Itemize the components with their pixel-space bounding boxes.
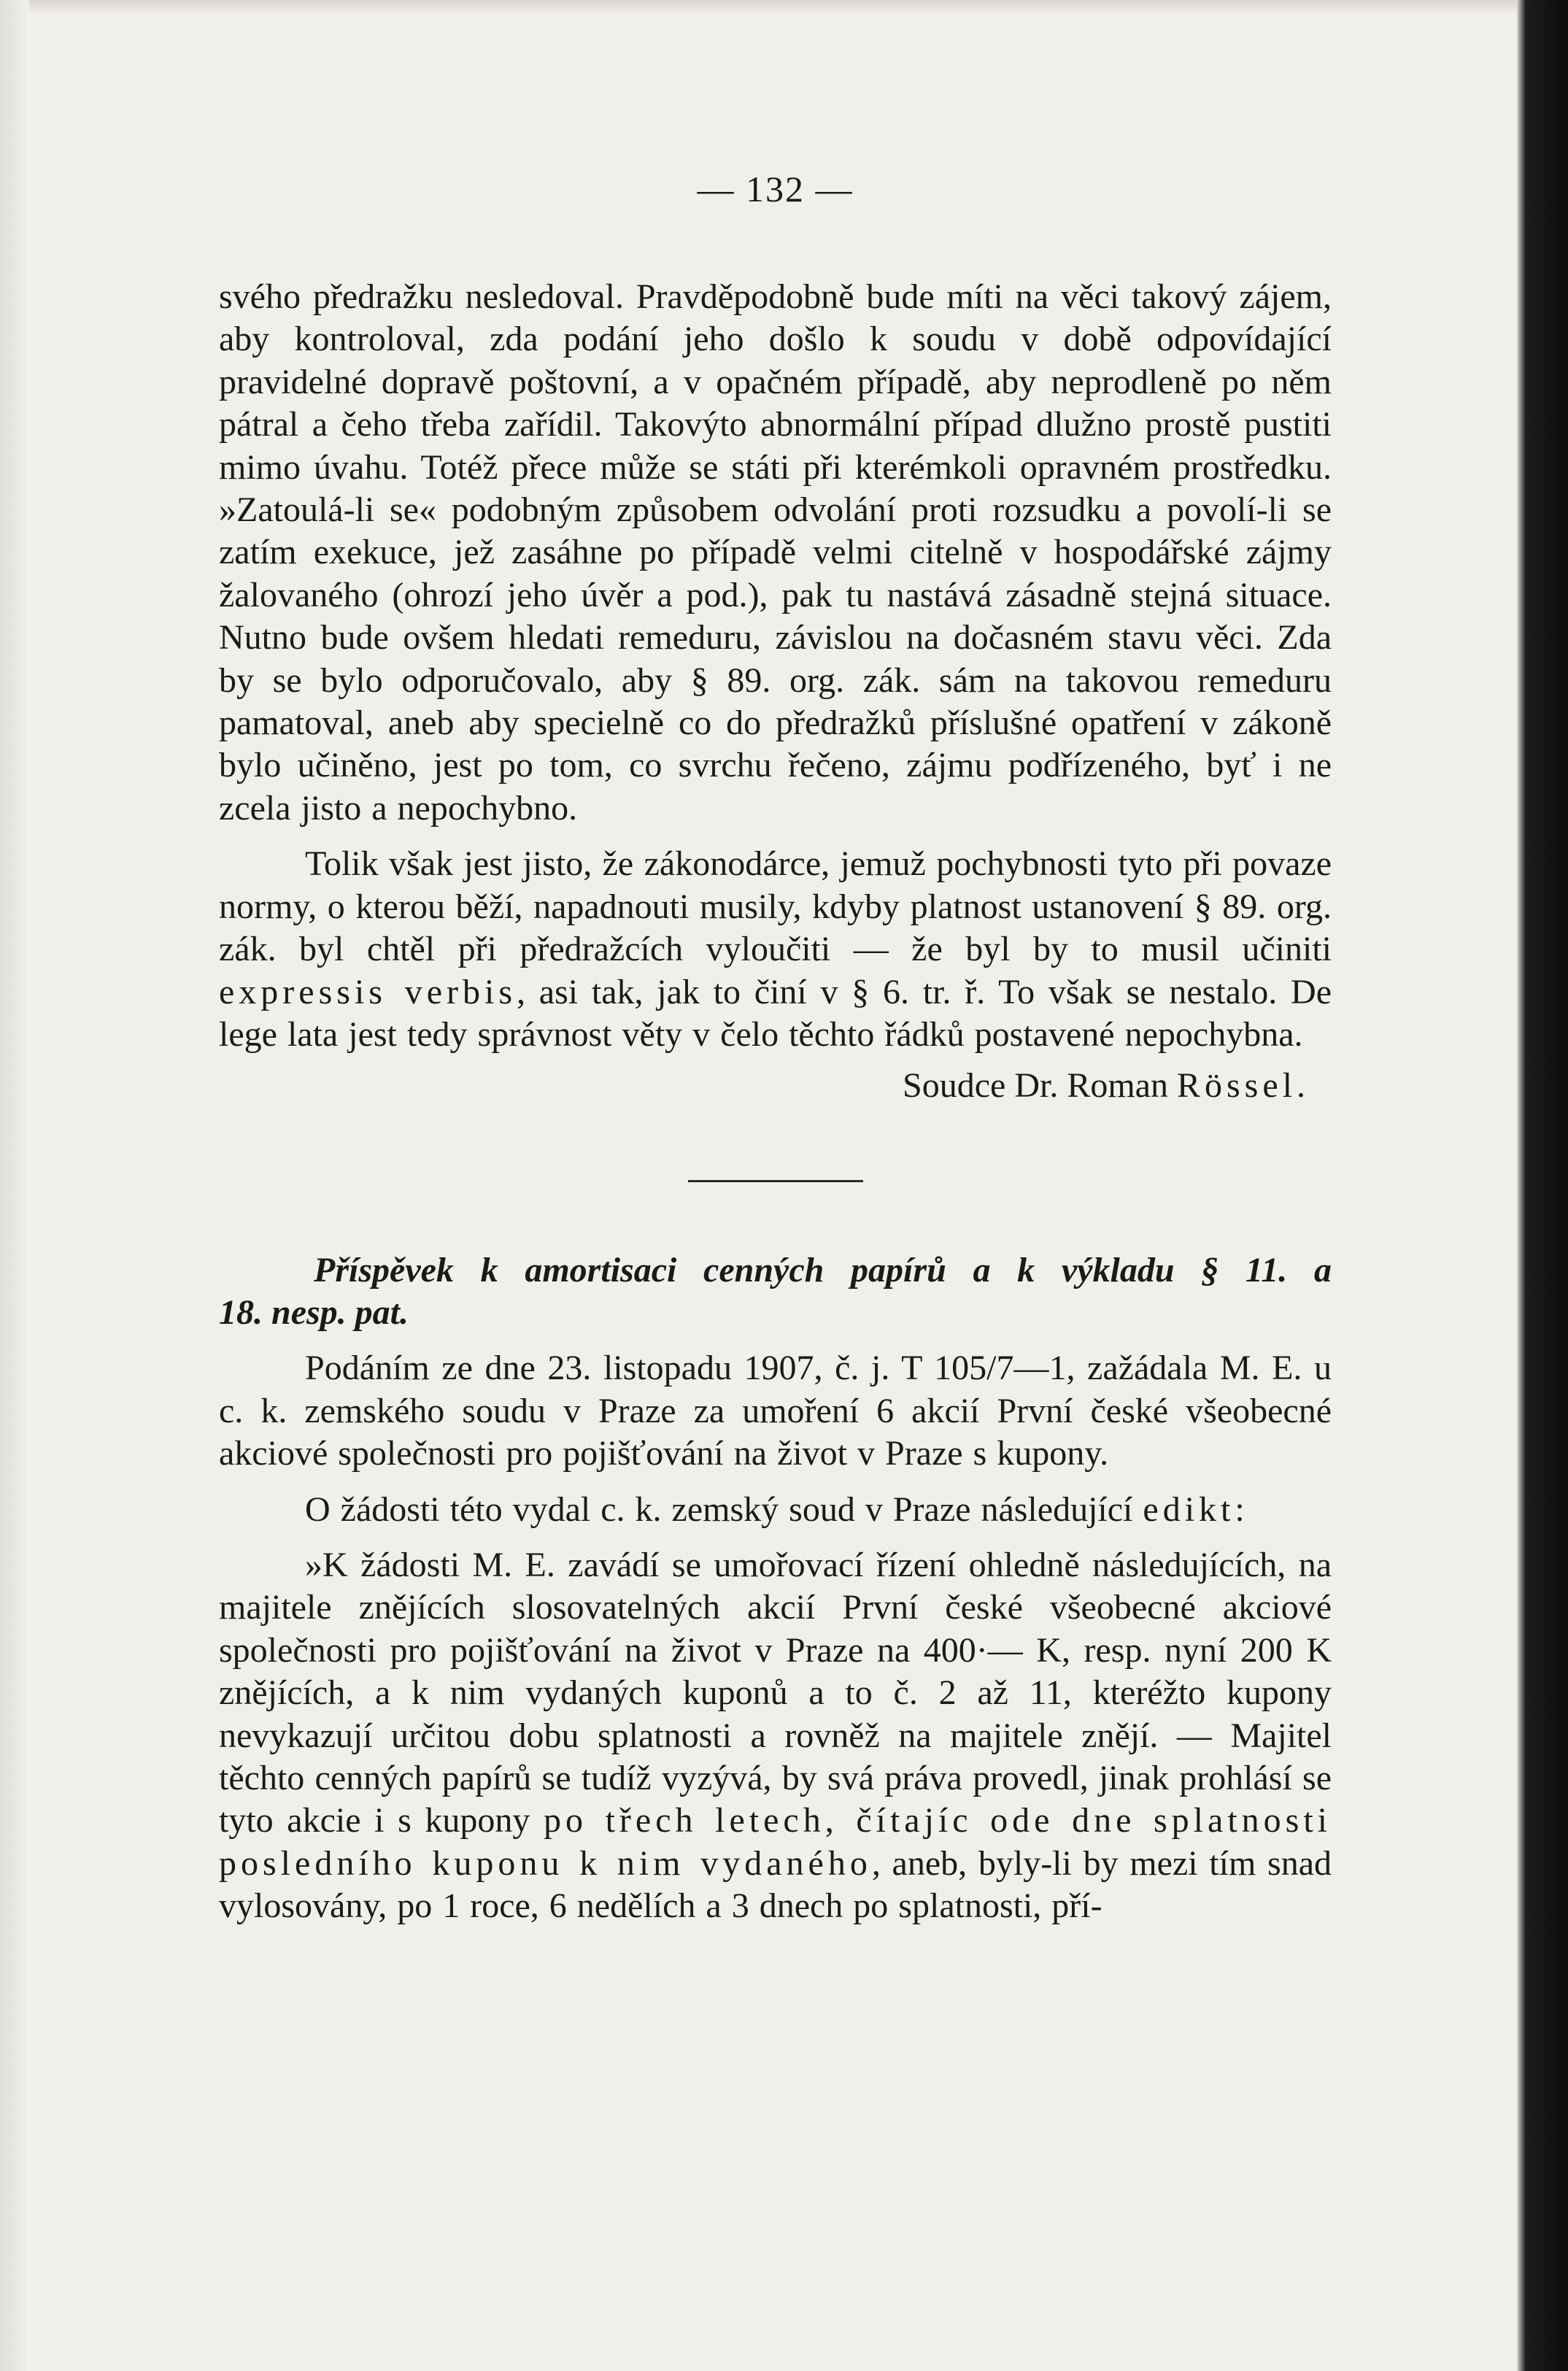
paragraph-2-text-b: , asi tak, jak to činí v § 6. tr. ř. To však se nestalo. De lege lata jest tedy správnost věty v čelo těchto řádků postavené nepochybna. [219, 972, 1332, 1054]
signature-surname: Rössel. [1176, 1066, 1310, 1106]
paragraph-4 [219, 1489, 1332, 1531]
document-page [219, 168, 1332, 1928]
paragraph-5-spaced: po třech letech, čítajíc ode dne splatnosti posledního kuponu k nim vydaného [219, 1801, 1332, 1883]
article-title-line-1: Příspěvek k amortisaci cenných papírů a k výkladu § 11. a [314, 1251, 1332, 1290]
paragraph-3: Podáním ze dne 23. listopadu 1907, č. j. T 105/7—1, zažádala M. E. u c. k. zemského soudu v Praze za umoření 6 akcií První české všeobecné akciové společnosti pro pojišťování na život v Praze s kupony. [219, 1349, 1332, 1473]
paragraph-2-spaced: expressis verbis [219, 972, 517, 1011]
paragraph-4-spaced: edikt: [1143, 1489, 1249, 1529]
paragraph-5-text-b: , aneb, byly-li by mezi tím snad vylosovány, po 1 roce, 6 nedělích a 3 dnech po splatnosti, pří- [219, 1843, 1332, 1926]
signature-name: Soudce Dr. Roman [903, 1066, 1177, 1106]
paragraph-2 [219, 843, 1332, 1056]
paragraph-5 [219, 1544, 1332, 1928]
paragraph-2-text-a: Tolik však jest jisto, že zákonodárce, jemuž pochybnosti tyto při povaze normy, o kterou běží, napadnouti musily, kdyby platnost ustanovení § 89. org. zák. byl chtěl při předražcích vyloučiti — že byl by to musil učiniti [219, 844, 1332, 969]
scan-edge-left [0, 0, 29, 2371]
section-divider [688, 1180, 863, 1182]
paragraph-1: svého předražku nesledoval. Pravděpodobně bude míti na věci takový zájem, aby kontroloval, zda podání jeho došlo k soudu v době odpovídající pravidelné dopravě poštovní, a v opačném případě, aby neprodleně po něm pátral a čeho třeba zařídil. Takovýto abnormální případ dlužno prostě pustiti mimo úvahu. Totéž přece může se státi při kterémkoli opravném prostředku. »Zatoulá-li se« podobným způsobem odvolání proti rozsudku a povolí-li se zatím exekuce, jež zasáhne po případě velmi citelně v hospodářské zájmy žalovaného (ohrozí jeho úvěr a pod.), pak tu nastává zásadně stejná situace. Nutno bude ovšem hledati remeduru, závislou na dočasném stavu věci. Zda by se bylo odporučovalo, aby § 89. org. zák. sám na takovou remeduru pamatoval, aneb aby specielně co do předražků příslušné opatření v zákoně bylo učiněno, jest po tom, co svrchu řečeno, zájmu podřízeného, byť i ne zcela jisto a nepochybno. [219, 277, 1332, 828]
signature [219, 1065, 1332, 1107]
article-title-line-2: 18. nesp. pat. [219, 1293, 409, 1333]
scan-edge-top [0, 0, 1568, 15]
scan-edge-right [1517, 0, 1568, 2371]
paragraph-4-text: O žádosti této vydal c. k. zemský soud v Praze následující [305, 1489, 1143, 1529]
article-title [219, 1249, 1332, 1334]
paragraph-5-text-a: »K žádosti M. E. zavádí se umořovací řízení ohledně následujících, na majitele znějících slosovatelných akcií První české všeobecné akciové společnosti pro pojišťování na život v Praze na 400·— K, resp. nyní 200 K znějících, a k nim vydaných kuponů a to č. 2 až 11, kteréžto kupony nevykazují určitou dobu splatnosti a rovněž na majitele znějí. — Majitel těchto cenných papírů se tudíž vyzývá, by svá práva provedl, jinak prohlásí se tyto akcie i s kupony [219, 1545, 1332, 1840]
page-number: — 132 — [697, 169, 854, 209]
